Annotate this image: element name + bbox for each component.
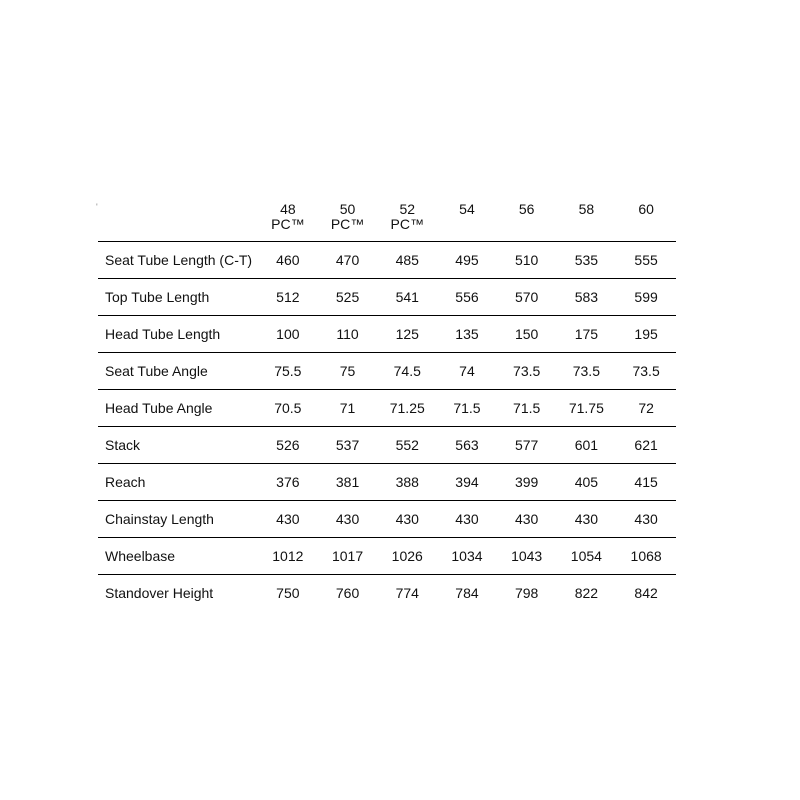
spec-value: 73.5 (616, 353, 676, 390)
size-label: 48 (280, 201, 296, 217)
spec-value: 405 (557, 464, 617, 501)
spec-value: 1017 (318, 538, 378, 575)
spec-value: 1068 (616, 538, 676, 575)
spec-value: 74 (437, 353, 497, 390)
size-sublabel: PC™ (330, 216, 365, 232)
spec-value: 1026 (377, 538, 437, 575)
spec-value: 394 (437, 464, 497, 501)
spec-value: 71.5 (497, 390, 557, 427)
spec-value: 750 (276, 585, 300, 602)
spec-row (98, 242, 676, 279)
spec-value: 75 (318, 353, 378, 390)
spec-row (98, 501, 676, 538)
spec-value: 760 (335, 585, 360, 602)
spec-value: 512 (258, 279, 318, 316)
stray-mark: ' (96, 202, 98, 212)
spec-row-label: Standover Height (105, 585, 214, 602)
spec-row (98, 279, 676, 316)
spec-value: 73.5 (497, 353, 557, 390)
spec-value: 1034 (437, 538, 497, 575)
size-label: 50 (339, 201, 356, 217)
spec-value: 71.5 (437, 390, 497, 427)
size-label: 52 (399, 201, 416, 217)
spec-row (98, 316, 676, 353)
spec-row (98, 575, 676, 612)
spec-value: 570 (497, 279, 557, 316)
spec-row-label: Top Tube Length (98, 279, 258, 316)
size-column-header (557, 197, 617, 242)
spec-value: 535 (557, 242, 617, 279)
spec-row-label: Head Tube Angle (98, 390, 258, 427)
spec-row (98, 427, 676, 464)
spec-value: 430 (377, 501, 437, 538)
size-column-header (377, 197, 437, 242)
spec-value: 110 (318, 316, 378, 353)
spec-row-label: Stack (98, 427, 258, 464)
spec-row-label: Seat Tube Angle (98, 353, 258, 390)
spec-row (98, 390, 676, 427)
size-column-header (616, 197, 676, 242)
spec-value: 556 (437, 279, 497, 316)
spec-row-label: Head Tube Length (98, 316, 258, 353)
spec-value: 599 (616, 279, 676, 316)
size-header-row (98, 197, 676, 242)
spec-value: 71 (318, 390, 378, 427)
spec-value: 70.5 (258, 390, 318, 427)
spec-value: 72 (616, 390, 676, 427)
spec-value: 73.5 (557, 353, 617, 390)
spec-row (98, 538, 676, 575)
spec-value: 541 (377, 279, 437, 316)
spec-value: 399 (497, 464, 557, 501)
spec-value: 621 (616, 427, 676, 464)
geometry-table-body (98, 242, 676, 612)
spec-value: 175 (557, 316, 617, 353)
spec-value: 774 (395, 585, 419, 602)
spec-value: 430 (318, 501, 378, 538)
geometry-table (98, 197, 676, 612)
spec-value: 415 (616, 464, 676, 501)
spec-value: 1043 (497, 538, 557, 575)
spec-row (98, 353, 676, 390)
spec-value: 525 (318, 279, 378, 316)
size-sublabel: PC™ (390, 216, 424, 232)
spec-value: 822 (574, 585, 599, 602)
size-label: 58 (578, 201, 595, 217)
spec-value: 430 (497, 501, 557, 538)
spec-value: 135 (437, 316, 497, 353)
spec-value: 150 (497, 316, 557, 353)
spec-value: 577 (497, 427, 557, 464)
spec-value: 537 (318, 427, 378, 464)
spec-row-label: Reach (98, 464, 258, 501)
spec-row-label: Seat Tube Length (C-T) (98, 242, 258, 279)
size-column-header (258, 197, 318, 242)
geometry-table-header (98, 197, 676, 242)
spec-value: 376 (258, 464, 318, 501)
spec-value: 74.5 (377, 353, 437, 390)
spec-value: 71.75 (557, 390, 617, 427)
size-label: 60 (638, 201, 654, 217)
size-label: 54 (459, 201, 475, 217)
spec-value: 430 (557, 501, 617, 538)
spec-row-label: Chainstay Length (98, 501, 258, 538)
spec-value: 555 (616, 242, 676, 279)
spec-value: 552 (377, 427, 437, 464)
spec-value: 583 (557, 279, 617, 316)
spec-value: 784 (455, 585, 479, 602)
spec-value: 430 (437, 501, 497, 538)
size-column-header (437, 197, 497, 242)
spec-value: 195 (616, 316, 676, 353)
spec-value: 485 (377, 242, 437, 279)
spec-value: 125 (377, 316, 437, 353)
spec-row-label: Wheelbase (98, 538, 258, 575)
spec-value: 842 (634, 585, 658, 602)
spec-value: 526 (258, 427, 318, 464)
spec-value: 1012 (258, 538, 318, 575)
size-column-header (497, 197, 557, 242)
spec-value: 1054 (557, 538, 617, 575)
spec-value: 430 (616, 501, 676, 538)
spec-value: 75.5 (258, 353, 318, 390)
spec-value: 71.25 (377, 390, 437, 427)
spec-value: 470 (318, 242, 378, 279)
spec-row (98, 464, 676, 501)
spec-value: 388 (377, 464, 437, 501)
size-column-header (318, 197, 378, 242)
size-sublabel: PC™ (271, 216, 305, 232)
spec-value: 510 (497, 242, 557, 279)
spec-value: 601 (557, 427, 617, 464)
geometry-table-container (98, 197, 676, 612)
spec-value: 430 (258, 501, 318, 538)
spec-value: 460 (258, 242, 318, 279)
size-label: 56 (518, 201, 535, 217)
spec-value: 563 (437, 427, 497, 464)
header-corner-cell (98, 197, 258, 242)
spec-value: 100 (258, 316, 318, 353)
spec-value: 495 (437, 242, 497, 279)
spec-value: 381 (318, 464, 378, 501)
spec-value: 798 (514, 585, 539, 602)
